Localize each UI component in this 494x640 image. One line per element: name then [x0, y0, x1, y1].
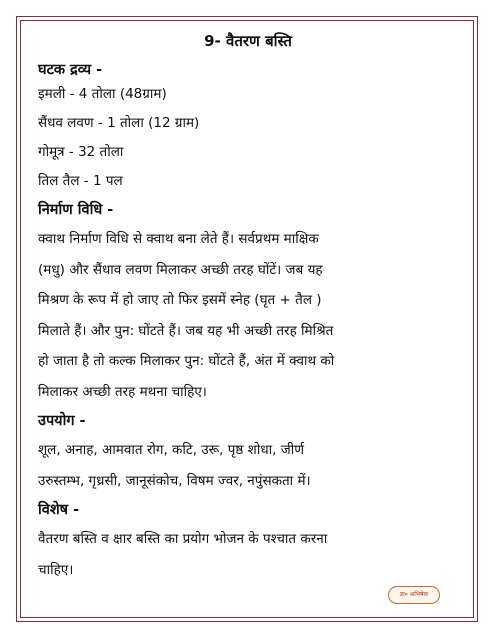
- nirman-line: मिलाकर अच्छी तरह मथना चाहिए।: [38, 383, 207, 400]
- ghatak-heading: घटक द्रव्य -: [38, 62, 103, 78]
- ghatak-item: तिल तैल - 1 पल: [38, 173, 123, 189]
- vishesh-heading: विशेष -: [38, 502, 80, 518]
- nirman-heading: निर्माण विधि -: [38, 202, 114, 218]
- nirman-line: मिलाते हैं। और पुन: घोंटते हैं। जब यह भी अच्छी तरह मिश्रित: [38, 322, 334, 339]
- nirman-line: मिश्रण के रूप में हो जाए तो फिर इसमें स्नेह (घृत + तैल ): [38, 292, 322, 308]
- page-title: 9- वैतरण बस्ति: [204, 32, 292, 50]
- upayog-heading: उपयोग -: [38, 413, 86, 429]
- nirman-line: हो जाता है तो कल्क मिलाकर पुन: घोंटते हैं, अंत में क्वाथ को: [38, 353, 335, 369]
- author-stamp: डा० अभिषेक: [388, 586, 440, 604]
- ghatak-item: गोमूत्र - 32 तोला: [38, 144, 124, 160]
- ghatak-item: इमली - 4 तोला (48ग्राम): [38, 86, 167, 102]
- upayog-line: उरुस्तम्भ, गृध्रसी, जानूसंकोच, विषम ज्वर, नपुंसकता में।: [38, 472, 311, 489]
- ghatak-item: सैंधव लवण - 1 तोला (12 ग्राम): [38, 115, 200, 131]
- vishesh-line: वैतरण बस्ति व क्षार बस्ति का प्रयोग भोजन के पश्चात करना: [38, 531, 328, 547]
- upayog-line: शूल, अनाह, आमवात रोग, कटि, उरू, पृष्ठ शोधा, जीर्ण: [38, 442, 304, 458]
- nirman-line: (मधु) और सैंधाव लवण मिलाकर अच्छी तरह घोंटें। जब यह: [38, 261, 323, 278]
- vishesh-line: चाहिए।: [38, 561, 74, 578]
- nirman-line: क्वाथ निर्माण विधि से क्वाथ बना लेते हैं। सर्वप्रथम माक्षिक: [38, 231, 319, 247]
- document-body: [38, 32, 458, 585]
